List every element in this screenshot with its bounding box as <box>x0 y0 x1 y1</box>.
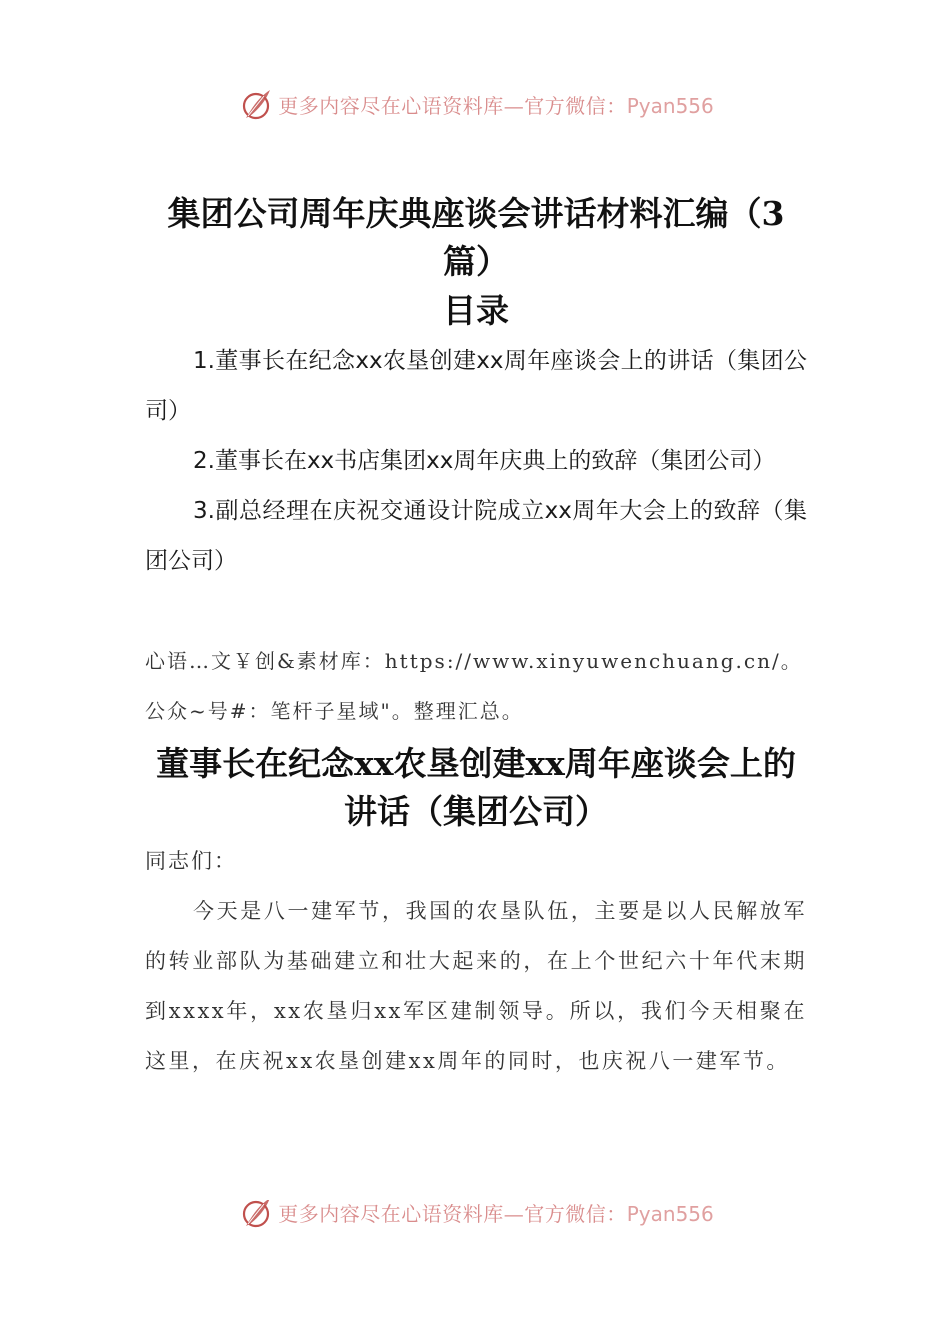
document-page <box>145 190 807 1086</box>
quill-logo-icon <box>236 1200 276 1232</box>
toc-item: 1.董事长在纪念xx农垦创建xx周年座谈会上的讲话（集团公司） <box>145 348 807 424</box>
toc-item: 3.副总经理在庆祝交通设计院成立xx周年大会上的致辞（集团公司） <box>145 498 807 574</box>
header-banner <box>0 82 950 126</box>
document-title: 集团公司周年庆典座谈会讲话材料汇编（3篇） <box>167 194 785 281</box>
salutation: 同志们： <box>145 849 237 873</box>
header-wechat-id: Pyan556 <box>626 93 714 118</box>
footer-banner-text: 更多内容尽在心语资料库—官方微信：Pyan556 <box>278 1201 714 1226</box>
source-note: 心语…文￥创&素材库：https://www.xinyuwenchuang.cn/。 <box>145 649 803 673</box>
footer-banner <box>0 1200 950 1240</box>
toc-item: 2.董事长在xx书店集团xx周年庆典上的致辞（集团公司） <box>193 448 776 474</box>
footer-wechat-id: Pyan556 <box>626 1201 714 1226</box>
header-banner-text: 更多内容尽在心语资料库—官方微信：Pyan556 <box>278 93 714 118</box>
toc-heading: 目录 <box>443 291 509 330</box>
quill-logo-icon <box>236 84 276 124</box>
body-paragraph: 今天是八一建军节，我国的农垦队伍，主要是以人民解放军的转业部队为基础建立和壮大起来的，在上个世纪六十年代末期到xxxx年，xx农垦归xx军区建制领导。所以，我们今天相聚在这里，在庆祝xx农垦创建xx周年的同时，也庆祝八一建军节。 <box>145 899 807 1073</box>
source-note: 公众~号#：笔杆子星域"。整理汇总。 <box>145 699 524 723</box>
section-title: 董事长在纪念xx农垦创建xx周年座谈会上的讲话（集团公司） <box>156 744 796 831</box>
